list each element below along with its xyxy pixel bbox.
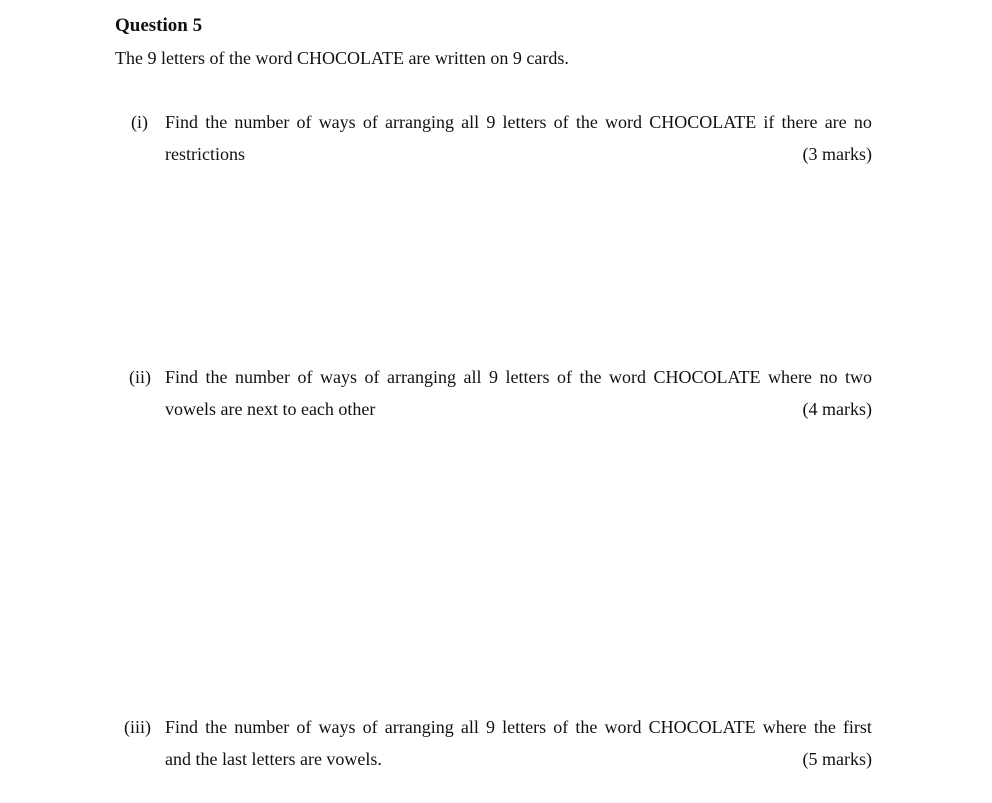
part-text-footer xyxy=(165,747,872,771)
part-label: (i) xyxy=(131,112,148,132)
part-text-footer xyxy=(165,397,872,421)
marks-label: (3 marks) xyxy=(802,144,872,164)
marks-label: (5 marks) xyxy=(802,749,872,769)
part-body xyxy=(165,715,872,769)
part-text-continuation: restrictions xyxy=(165,144,245,164)
question-intro: The 9 letters of the word CHOCOLATE are written on 9 cards. xyxy=(115,48,569,68)
part-body xyxy=(165,110,872,164)
marks-label: (4 marks) xyxy=(802,399,872,419)
part-label: (ii) xyxy=(129,367,151,387)
part-text-continuation: vowels are next to each other xyxy=(165,399,376,419)
part-text-line: Find the number of ways of arranging all 9 letters of the word CHOCOLATE if there are no xyxy=(165,112,872,132)
part-text-continuation: and the last letters are vowels. xyxy=(165,749,382,769)
part-body xyxy=(165,365,872,419)
part-text-footer xyxy=(165,142,872,166)
part-text-line: Find the number of ways of arranging all 9 letters of the word CHOCOLATE where no two xyxy=(165,367,872,387)
part-text-line: Find the number of ways of arranging all 9 letters of the word CHOCOLATE where the first xyxy=(165,717,872,737)
part-label: (iii) xyxy=(124,717,151,737)
question-title: Question 5 xyxy=(115,15,203,36)
